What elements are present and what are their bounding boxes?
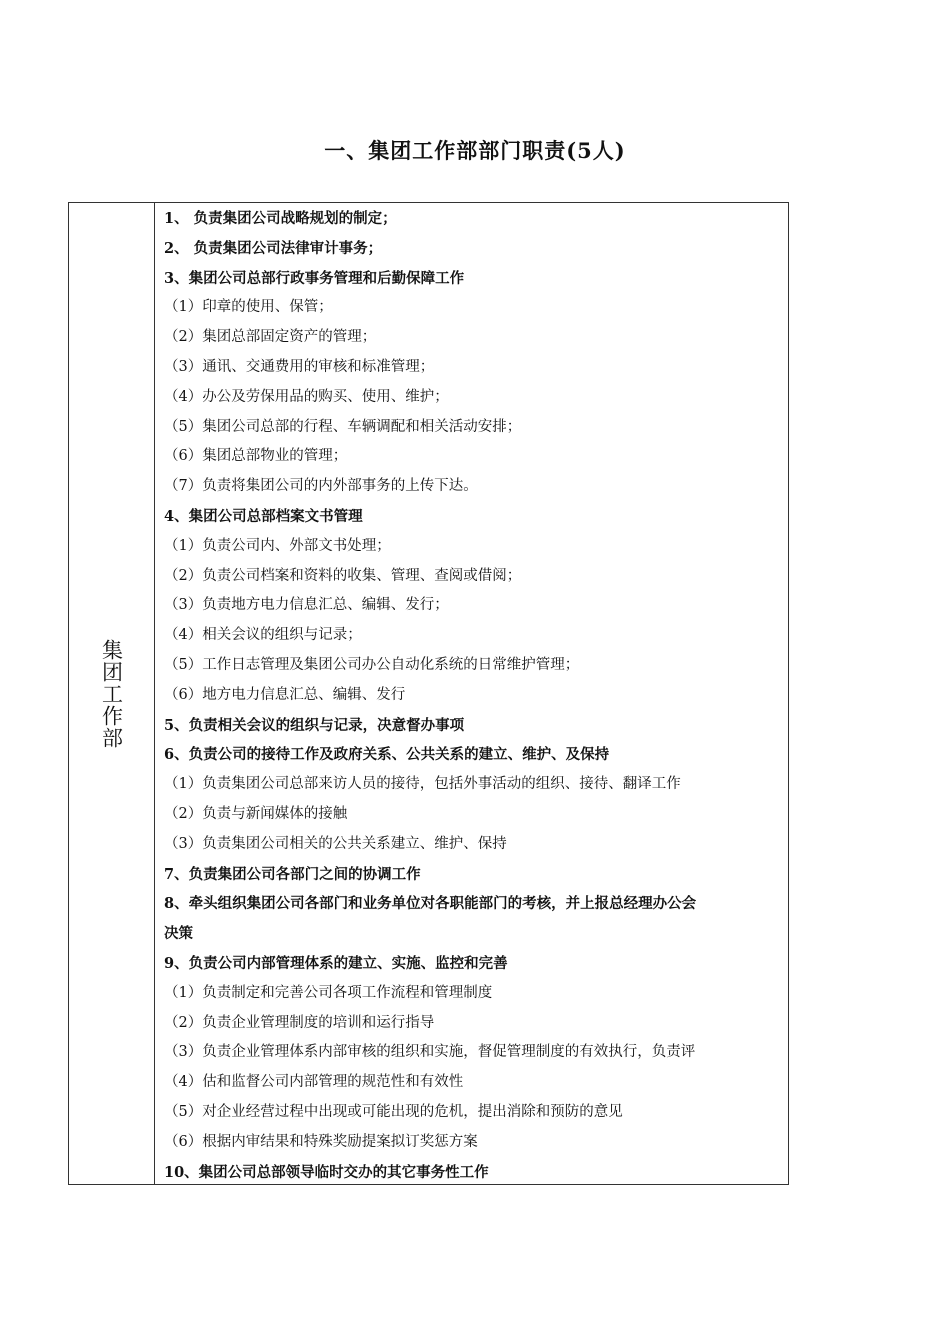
duty-item-heading: 9、负责公司内部管理体系的建立、实施、监控和完善 (164, 954, 508, 972)
duty-sub-item: （1）负责公司内、外部文书处理； (164, 537, 391, 554)
duty-sub-item: （4）办公及劳保用品的购买、使用、维护； (164, 388, 449, 405)
duty-item-heading: 7、负责集团公司各部门之间的协调工作 (164, 865, 421, 883)
duty-sub-item: （3）负责企业管理体系内部审核的组织和实施，督促管理制度的有效执行，负责评 (164, 1044, 696, 1061)
page-title: 一、集团工作部部门职责(5人) (324, 138, 626, 163)
duty-sub-item: （1）印章的使用、保管； (164, 299, 333, 316)
duty-item-heading: 6、负责公司的接待工作及政府关系、公共关系的建立、维护、及保持 (164, 746, 610, 764)
duty-table (68, 202, 789, 1185)
duty-sub-item: （2）负责公司档案和资料的收集、管理、查阅或借阅； (164, 567, 522, 584)
duty-sub-item: （7）负责将集团公司的内外部事务的上传下达。 (164, 478, 478, 495)
department-name: 集团工作部 (99, 638, 124, 749)
duty-sub-item: （4）相关会议的组织与记录； (164, 627, 362, 644)
duty-item-heading: 5、负责相关会议的组织与记录，决意督办事项 (164, 716, 465, 734)
duty-sub-item: （5）集团公司总部的行程、车辆调配和相关活动安排； (164, 418, 522, 435)
duty-sub-item: （3）负责集团公司相关的公共关系建立、维护、保持 (164, 835, 507, 852)
duty-sub-item: （1）负责集团公司总部来访人员的接待，包括外事活动的组织、接待、翻译工作 (164, 776, 681, 793)
duty-list (155, 203, 788, 1184)
duty-item-heading: 1、 负责集团公司战略规划的制定； (164, 210, 397, 227)
duty-sub-item: （1）负责制定和完善公司各项工作流程和管理制度 (164, 984, 493, 1001)
duty-sub-item: （5）对企业经营过程中出现或可能出现的危机，提出消除和预防的意见 (164, 1103, 623, 1120)
duty-sub-item: （6）地方电力信息汇总、编辑、发行 (164, 686, 406, 703)
duty-item-heading: 决策 (164, 925, 193, 943)
duty-item-heading: 3、集团公司总部行政事务管理和后勤保障工作 (164, 269, 465, 287)
duty-sub-item: （3）通讯、交通费用的审核和标准管理； (164, 358, 435, 375)
duty-item-heading: 10、集团公司总部领导临时交办的其它事务性工作 (164, 1163, 489, 1181)
duty-item-heading: 2、 负责集团公司法律审计事务； (164, 239, 383, 257)
duty-sub-item: （3）负责地方电力信息汇总、编辑、发行； (164, 597, 449, 614)
duty-sub-item: （5）工作日志管理及集团公司办公自动化系统的日常维护管理； (164, 656, 580, 673)
duty-item-heading: 4、集团公司总部档案文书管理 (164, 507, 363, 525)
duty-sub-item: （2）负责与新闻媒体的接触 (164, 805, 348, 822)
duty-sub-item: （6）集团总部物业的管理； (164, 448, 348, 465)
department-cell (69, 203, 155, 1184)
duty-sub-item: （4）估和监督公司内部管理的规范性和有效性 (164, 1074, 464, 1091)
duty-sub-item: （2）集团总部固定资产的管理； (164, 329, 377, 346)
duty-sub-item: （6）根据内审结果和特殊奖励提案拟订奖惩方案 (164, 1133, 478, 1150)
duty-sub-item: （2）负责企业管理制度的培训和运行指导 (164, 1014, 435, 1031)
duty-item-heading: 8、牵头组织集团公司各部门和业务单位对各职能部门的考核，并上报总经理办公会 (164, 895, 697, 913)
